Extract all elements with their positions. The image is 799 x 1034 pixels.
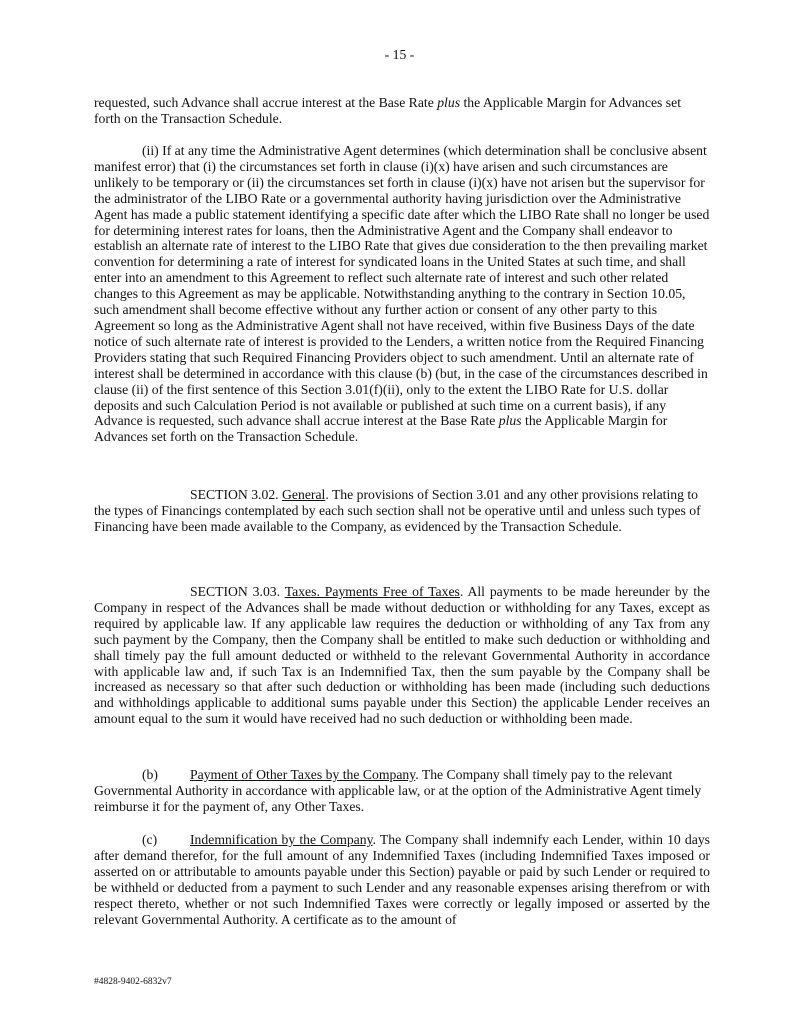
subsection-label: (b) [142,767,158,782]
section-heading: General [282,487,326,502]
subsection-label: (c) [142,832,158,847]
text-run: requested, such Advance shall accrue interest at the Base Rate [94,95,438,110]
text-run: . All payments to be made hereunder by the Company in respect of the Advances shall be made without deduction or withholding for any Taxes, except as required by applicable law. If any applicable law requires the deduction or withholding of any Tax from any such payment by the Company, then the Company shall be entitled to make such deduction or withholding and shall timely pay the full amount deducted or withheld to the relevant Governmental Authority in accordance with applicable law and, if such Tax is an Indemnified Tax, then the sum payable by the Company shall be increased as necessary so that after such deduction or withholding has been made (including such deductions and withholdings applicable to additional sums payable under this Section) the applicable Lender receives an amount equal to the sum it would have received had no such deduction or withholding been made. [94,584,711,727]
text-run: . The Company shall timely pay to the relevant Governmental Authority in accordance with applicable law, or at the option of the Administrative Agent timely reimburse it for the payment of, any Other Taxes. [94,767,702,814]
paragraph-continuation [94,95,710,127]
subsection-b [94,767,710,815]
text-run: . The provisions of Section 3.01 and any other provisions relating to the types of Financings contemplated by each such section shall not be operative until and unless such types of Financing have been made available to the Company, as evidenced by the Transaction Schedule. [94,487,701,534]
subsection-c [94,832,710,927]
section-3-02 [94,487,710,535]
page-number: - 15 - [384,47,415,62]
paragraph-ii [94,143,710,445]
section-label: SECTION 3.02. [190,487,283,502]
text-run: the Applicable Margin for Advances set forth on the Transaction Schedule. [94,413,668,445]
section-heading: Taxes. Payments Free of Taxes [284,584,460,599]
italic-run: plus [498,413,522,429]
section-label: SECTION 3.03. [190,584,285,599]
text-run: . The Company shall indemnify each Lender, within 10 days after demand therefor, for the full amount of any Indemnified Taxes (including Indemnified Taxes imposed or asserted on or attributable to amounts payable under this Section) payable or paid by such Lender or required to be withheld or deducted from a payment to such Lender and any reasonable expenses arising therefrom or with respect thereto, whether or not such Indemnified Taxes were correctly or legally imposed or asserted by the relevant Governmental Authority. A certificate as to the amount of [94,832,710,927]
text-run: (ii) If at any time the Administrative Agent determines (which determination shall be conclusive absent manifest error) that (i) the circumstances set forth in clause (i)(x) have arisen and such circumstances are unlikely to be temporary or (ii) the circumstances set forth in clause (i)(x) have not arisen but the supervisor for the administrator of the LIBO Rate or a governmental authority having jurisdiction over the Administrative Agent has made a public statement identifying a specific date after which the LIBO Rate shall no longer be used for determining interest rates for loans, then the Administrative Agent and the Company shall endeavor to establish an alternate rate of interest to the LIBO Rate that gives due consideration to the then prevailing market convention for determining a rate of interest for syndicated loans in the United States at such time, and shall enter into an amendment to this Agreement to reflect such alternate rate of interest and such other related changes to this Agreement as may be applicable. Notwithstanding anything to the contrary in Section 10.05, such amendment shall become effective without any further action or consent of any other party to this Agreement so long as the Administrative Agent shall not have received, within five Business Days of the date notice of such alternate rate of interest is provided to the Lenders, a written notice from the Required Financing Providers stating that such Required Financing Providers object to such amendment. Until an alternate rate of interest shall be determined in accordance with this clause (b) (but, in the case of the circumstances described in clause (ii) of the first sentence of this Section 3.01(f)(ii), only to the extent the LIBO Rate for U.S. dollar deposits and such Calculation Period is not available or published at such time on a current basis), if any Advance is requested, such advance shall accrue interest at the Base Rate [94,143,710,429]
subsection-heading: Payment of Other Taxes by the Company [190,767,416,782]
subsection-heading: Indemnification by the Company [190,832,373,847]
section-3-03 [94,584,710,727]
text-run: the Applicable Margin for Advances set forth on the Transaction Schedule. [94,95,682,126]
italic-run: plus [437,95,461,110]
document-id-footer: #4828-9402-6832v7 [94,977,172,987]
